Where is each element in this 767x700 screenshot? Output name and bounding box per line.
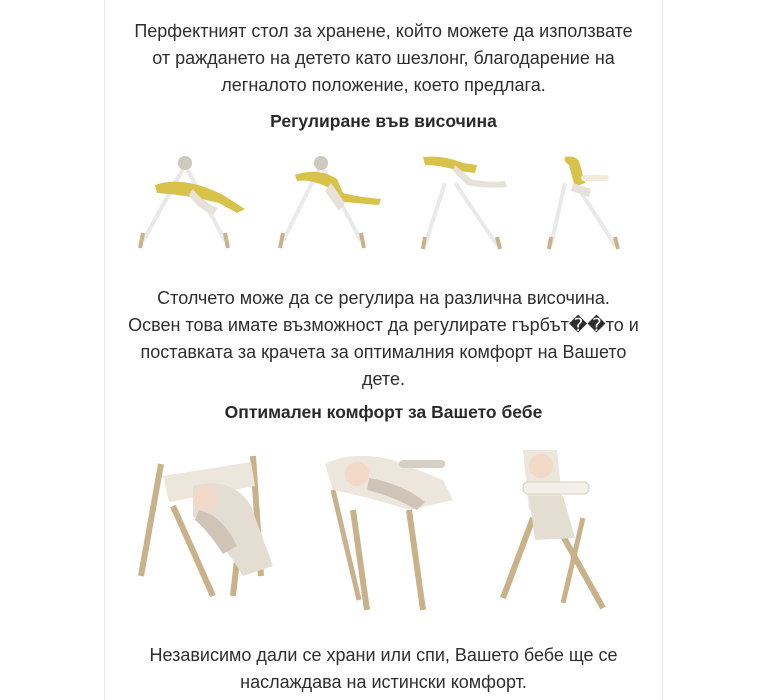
baby-chair-upright-tray-image (493, 448, 623, 618)
height-line-4: дете. (362, 369, 405, 389)
high-chair-recline-1-image (133, 153, 253, 253)
high-chair-upright-image (545, 153, 635, 253)
intro-line-1: Перфектният стол за хранене, който можете да използвате (134, 21, 633, 41)
intro-line-2: от раждането на детето като шезлонг, благодарение на (152, 48, 615, 68)
height-adjust-paragraph (105, 285, 662, 393)
baby-chair-recline-image (133, 446, 283, 606)
height-line-3: поставката за крачета за оптималния комфорт на Вашето (140, 342, 627, 362)
product-description-card (104, 0, 663, 700)
baby-chair-semi-recline-image (313, 450, 463, 620)
comfort-paragraph (105, 642, 662, 696)
height-line-1: Столчето може да се регулира на различна височина. (157, 288, 610, 308)
height-adjust-heading: Регулиране във височина (270, 111, 497, 131)
comfort-line-1: Независимо дали се храни или спи, Вашето бебе ще се (149, 645, 618, 665)
high-chair-recline-2-image (273, 153, 393, 253)
high-chair-recline-3-image (415, 153, 525, 253)
intro-paragraph (105, 18, 662, 99)
comfort-line-2: наслаждава на истински комфорт. (240, 672, 527, 692)
comfort-heading: Оптимален комфорт за Вашето бебе (224, 402, 543, 422)
height-line-2: Освен това имате възможност да регулирате гърбът��то и (128, 315, 639, 335)
intro-line-3: легналото положение, което предлага. (221, 75, 546, 95)
